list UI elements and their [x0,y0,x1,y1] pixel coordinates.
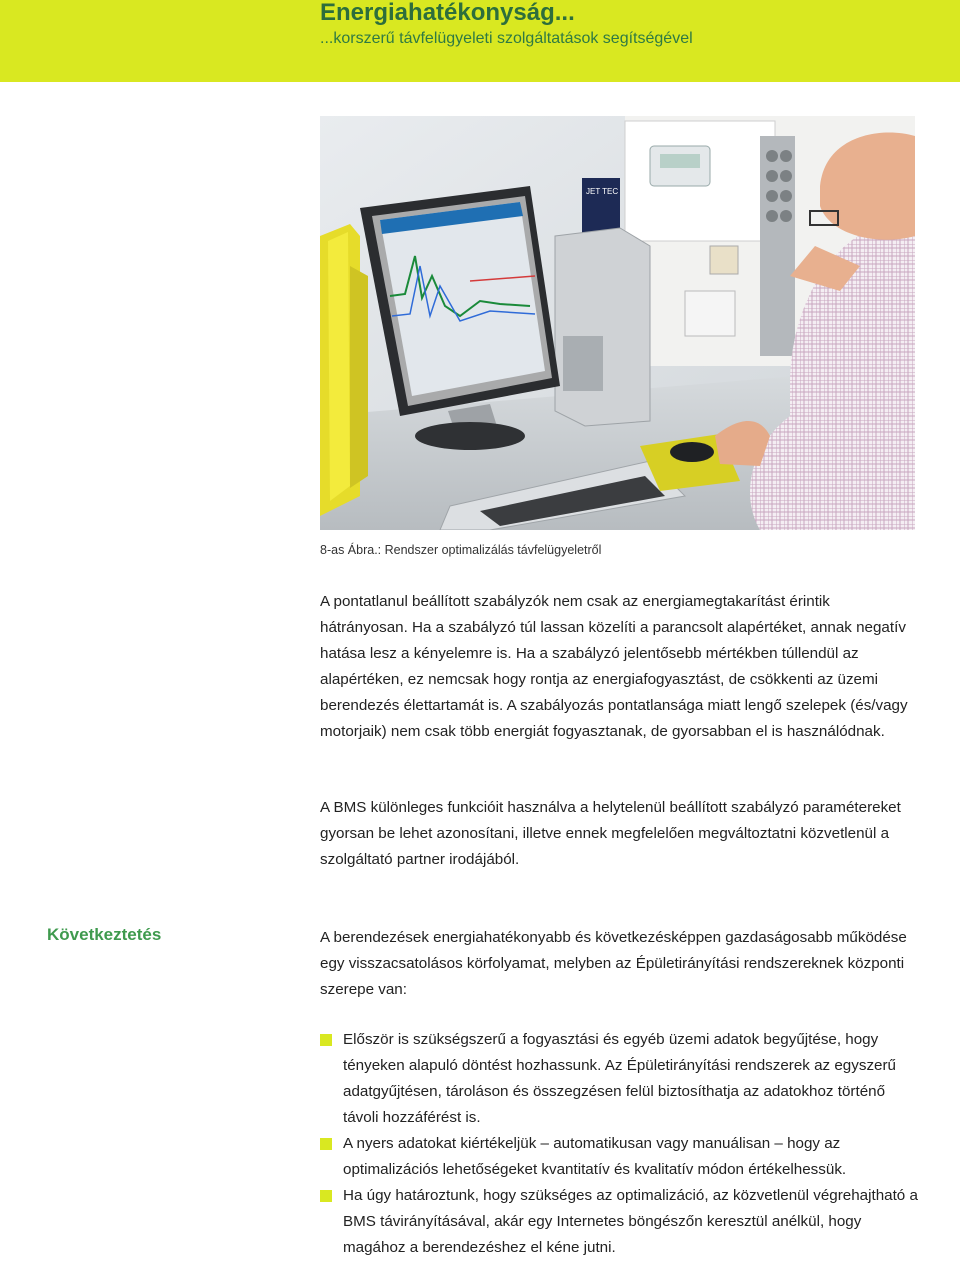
bullet-square-icon [320,1138,332,1150]
figure-caption: 8-as Ábra.: Rendszer optimalizálás távfelügyeletről [320,543,602,557]
section-heading: Következtetés [47,925,162,944]
list-item [320,1027,920,1131]
paragraph-2: A BMS különleges funkcióit használva a helytelenül beállított szabályzó paramétereket gyorsan be lehet azonosítani, illetve ennek megfelelően megváltoztatni közvetlenül a szolgáltató partner irodájából. [320,799,901,868]
list-item [320,1131,920,1183]
bullet-square-icon [320,1034,332,1046]
list-item-text: A nyers adatokat kiértékeljük – automatikusan vagy manuálisan – hogy az optimalizációs lehetőségeket kvantitatív és kvalitatív módon értékelhessük. [343,1135,847,1178]
paragraph-1: A pontatlanul beállított szabályzók nem csak az energiamegtakarítást érintik hátrányosan. Ha a szabályzó túl lassan közelíti a parancsolt alapértéket, annak negatív hatása lesz a kényelemre is. Ha a szabályzó jelentősebb mértékben túllendül az alapértéken, ez nemcsak hogy rontja az energiafogyasztást, de csökkenti az üzemi berendezés élettartamát is. A szabályozás pontatlansága miatt lengő szelepek (és/vagy motorjaik) nem csak több energiát fogyasztanak, de gyorsabban el is használódnak. [320,593,908,740]
office-photo [320,116,915,530]
list-item-text: Ha úgy határoztunk, hogy szükséges az optimalizáció, az közvetlenül végrehajtható a BMS távirányításával, akár egy Internetes böngészőn keresztül anélkül, hogy magához a berendezéshez el kéne jutni. [343,1187,918,1256]
brand-label: JET TEC [586,187,619,196]
page-title: Energiahatékonyság... [320,0,575,26]
list-item [320,1183,920,1261]
page-subtitle: ...korszerű távfelügyeleti szolgáltatások segítségével [320,30,693,47]
conclusion-list [320,1027,920,1261]
conclusion-intro: A berendezések energiahatékonyabb és következésképpen gazdaságosabb működése egy visszacsatolásos körfolyamat, melyben az Épületirányítási rendszereknek központi szerepe van: [320,929,907,998]
list-item-text: Először is szükségszerű a fogyasztási és egyéb üzemi adatok begyűjtése, hogy tényeken alapuló döntést hozhassunk. Az Épületirányítási rendszerek az egyszerű adatgyűjtésen, tároláson és összegzésen felül biztosíthatja az adatokhoz történő távoli hozzáférést is. [343,1031,896,1126]
bullet-square-icon [320,1190,332,1202]
page-header [0,0,960,82]
